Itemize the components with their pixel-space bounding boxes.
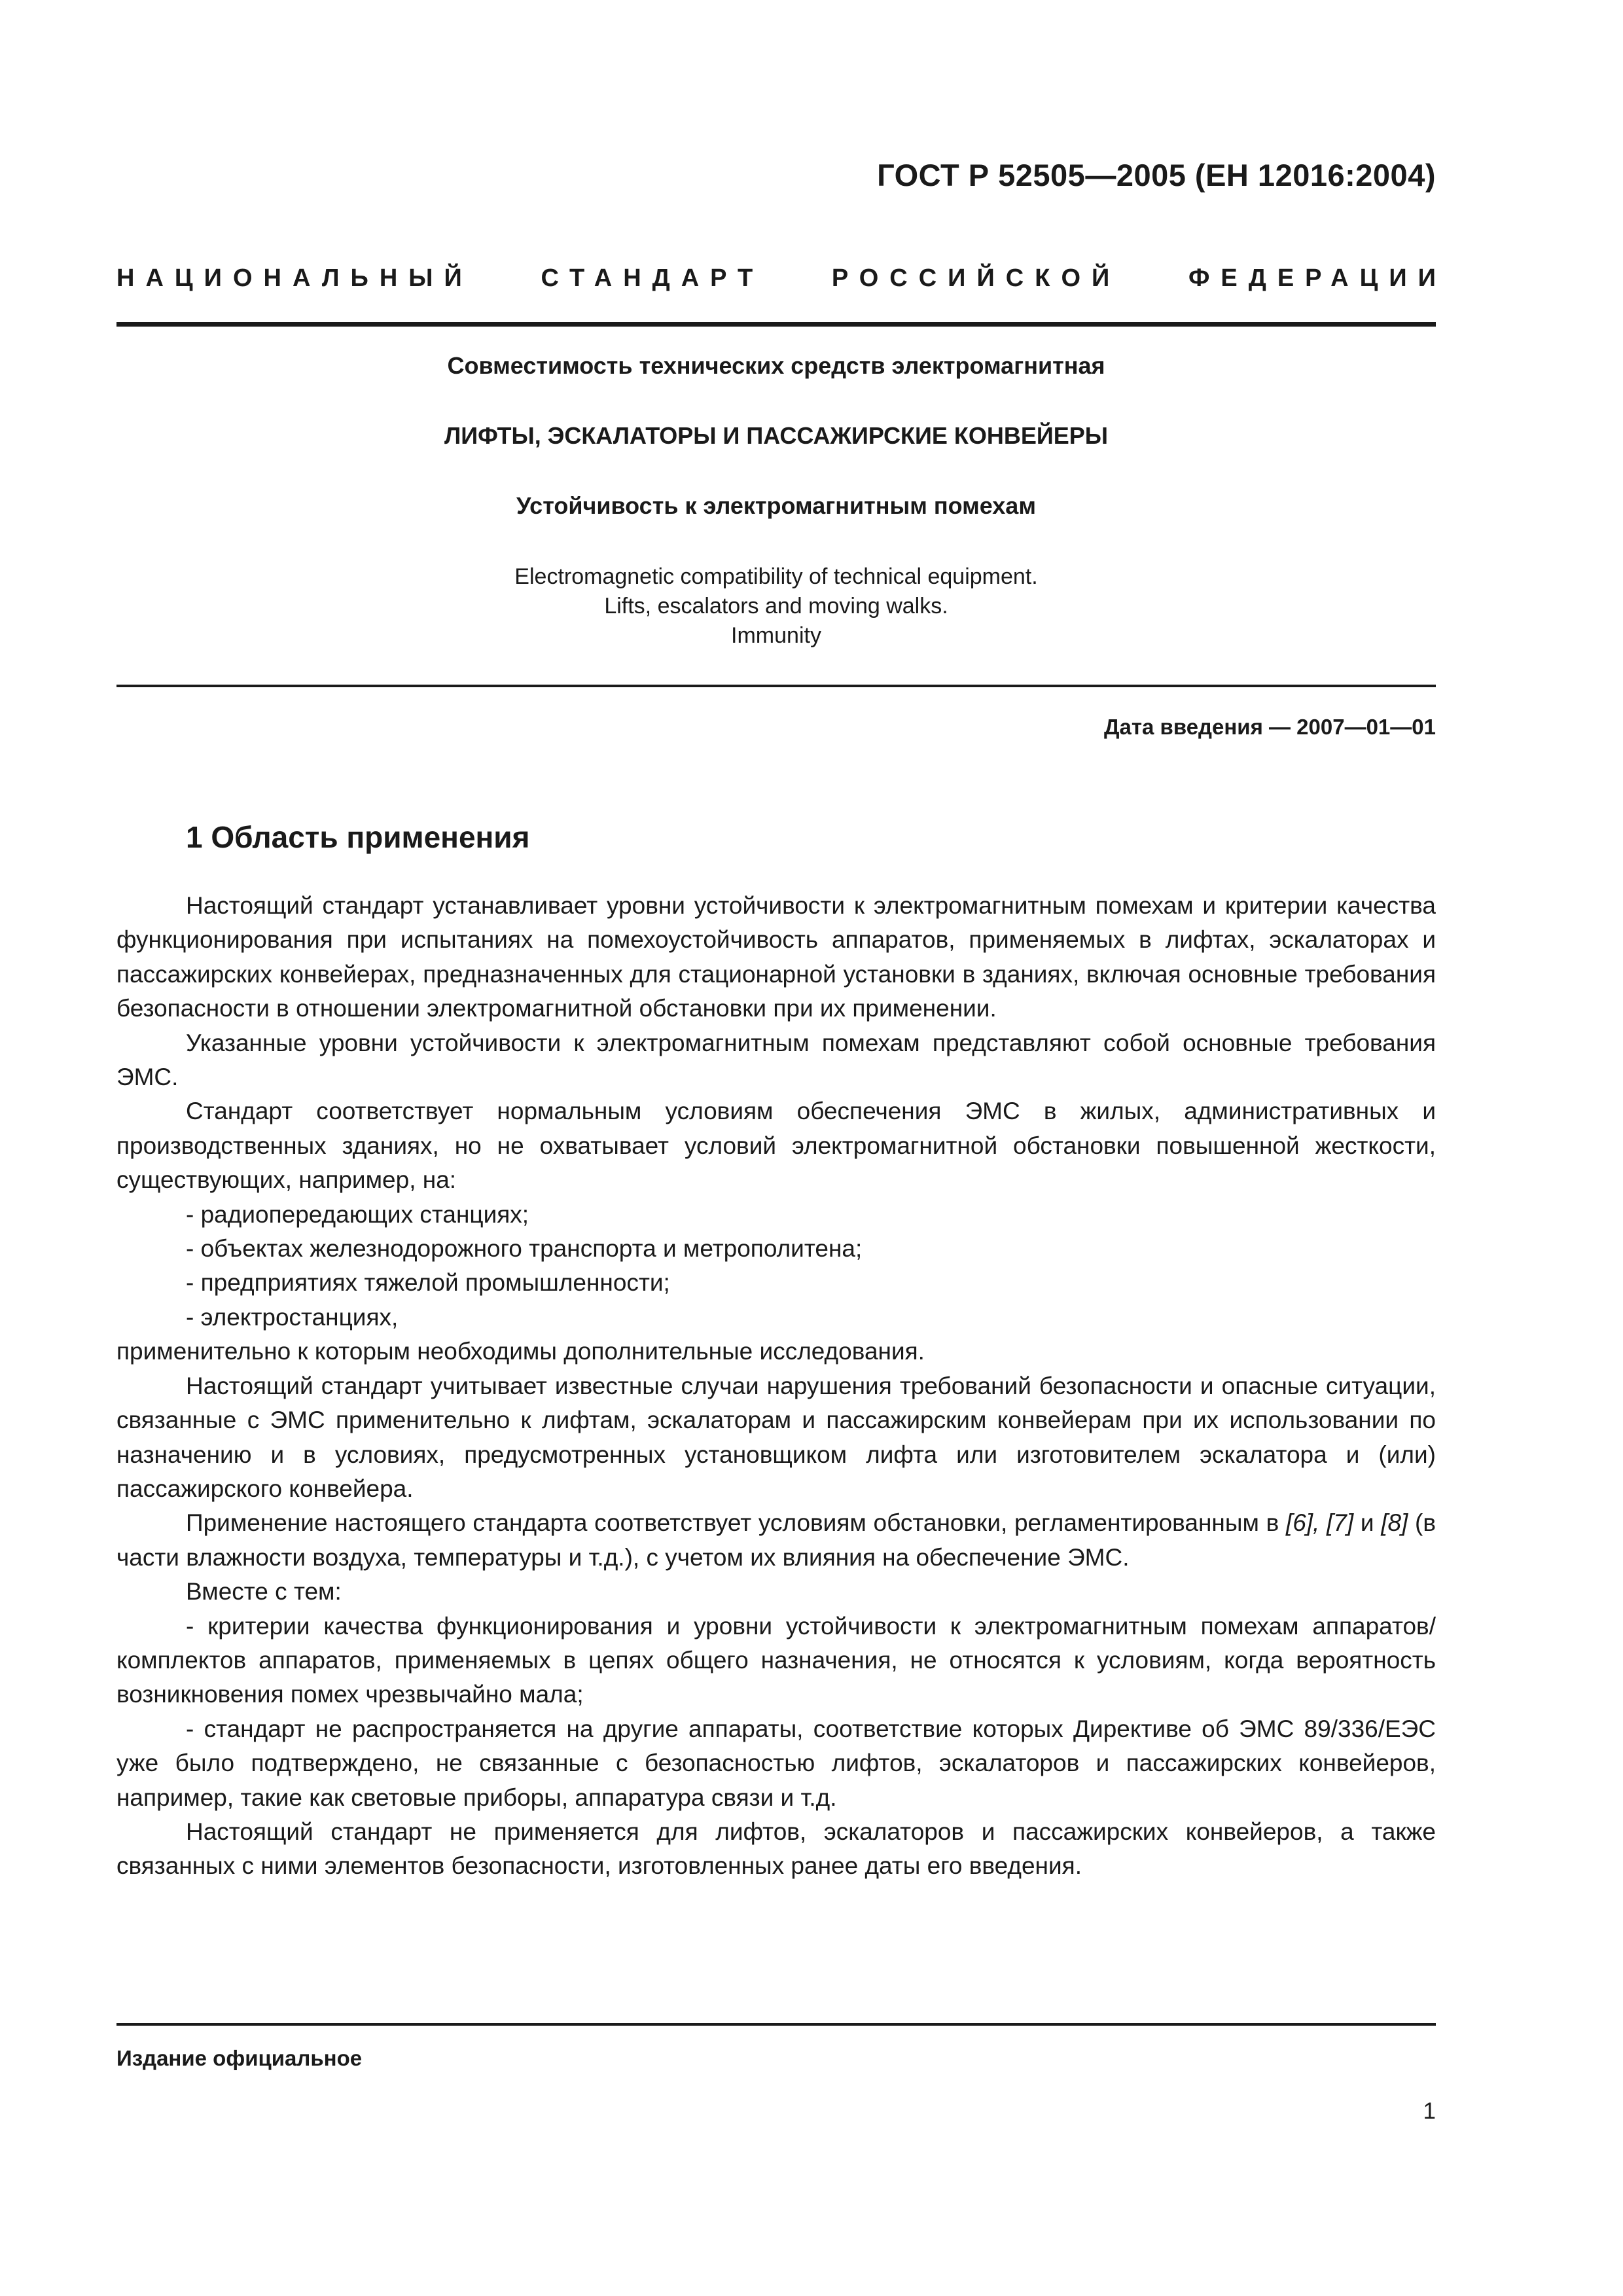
paragraph: Настоящий стандарт устанавливает уровни устойчивости к электромагнитным помехам и критерии качества функционирования при испытаниях на помехоустойчивость аппаратов, применяемых в лифтах, эскалаторах и пассажирских конвейерах, предназначенных для стационарной установки в зданиях, включая основные требования безопасности в отношении электромагнитной обстановки при их применении.	[116, 892, 1436, 1022]
reference-link: [8]	[1381, 1509, 1408, 1537]
footer-divider	[116, 2023, 1436, 2026]
paragraph	[116, 1506, 1436, 1575]
list-item: - объектах железнодорожного транспорта и метрополитена;	[186, 1235, 863, 1263]
national-title-word: РОССИЙСКОЙ	[831, 264, 1121, 292]
standard-designation: ГОСТ Р 52505—2005 (ЕН 12016:2004)	[877, 158, 1436, 192]
paragraph-text: (в части влажности воздуха, температуры и т.д.), с учетом их влияния на обеспечение ЭМС.	[116, 1509, 1436, 1571]
list-item: - предприятиях тяжелой промышленности;	[186, 1269, 670, 1297]
national-title-word: НАЦИОНАЛЬНЫЙ	[116, 264, 473, 292]
list-item: - электростанциях,	[186, 1303, 399, 1331]
title-line-3: Устойчивость к электромагнитным помехам	[516, 492, 1036, 519]
header-divider	[116, 322, 1436, 327]
title-line-2: ЛИФТЫ, ЭСКАЛАТОРЫ И ПАССАЖИРСКИЕ КОНВЕЙЕРЫ	[444, 422, 1109, 449]
national-standard-title	[116, 264, 1447, 293]
introduction-date: Дата введения — 2007—01—01	[1104, 715, 1436, 739]
list-item: - критерии качества функционирования и уровни устойчивости к электромагнитным помехам аппаратов/комплектов аппаратов, применяемых в цепях общего назначения, не относятся к условиям, когда вероятность возникновения помех чрезвычайно мала;	[116, 1612, 1436, 1708]
paragraph: применительно к которым необходимы дополнительные исследования.	[116, 1338, 925, 1365]
paragraph-text: и	[1353, 1509, 1382, 1537]
paragraph: Стандарт соответствует нормальным условиям обеспечения ЭМС в жилых, административных и производственных зданиях, но не охватывает условий электромагнитной обстановки повышенной жесткости, существующих, например, на:	[116, 1098, 1436, 1194]
paragraph: Настоящий стандарт не применяется для лифтов, эскалаторов и пассажирских конвейеров, а также связанных с ними элементов безопасности, изготовленных ранее даты его введения.	[116, 1818, 1436, 1880]
national-title-word: ФЕДЕРАЦИИ	[1188, 264, 1447, 292]
english-title-line-3: Immunity	[731, 623, 821, 648]
english-title-line-2: Lifts, escalators and moving walks.	[604, 594, 948, 619]
section-heading: 1 Область применения	[186, 820, 530, 854]
paragraph: Вместе с тем:	[186, 1578, 342, 1605]
title-divider	[116, 685, 1436, 687]
list-item: - стандарт не распространяется на другие аппараты, соответствие которых Директиве об ЭМС 89/336/ЕЭС уже было подтверждено, не связанные с безопасностью лифтов, эскалаторов и пассажирских конвейеров, например, такие как световые приборы, аппаратура связи и т.д.	[116, 1715, 1436, 1811]
title-line-1: Совместимость технических средств электромагнитная	[447, 352, 1105, 379]
paragraph: Настоящий стандарт учитывает известные случаи нарушения требований безопасности и опасные ситуации, связанные с ЭМС применительно к лифтам, эскалаторам и пассажирским конвейерам при их использовании по назначению и в условиях, предусмотренных установщиком лифта или изготовителем эскалатора и (или) пассажирского конвейера.	[116, 1372, 1436, 1502]
english-title-line-1: Electromagnetic compatibility of technical equipment.	[514, 564, 1038, 589]
official-edition-label: Издание официальное	[116, 2046, 363, 2070]
paragraph: Указанные уровни устойчивости к электромагнитным помехам представляют собой основные требования ЭМС.	[116, 1029, 1436, 1091]
paragraph-text: Применение настоящего стандарта соответствует условиям обстановки, регламентированным в	[186, 1509, 1286, 1537]
reference-link: [6], [7]	[1285, 1509, 1354, 1537]
national-title-word: СТАНДАРТ	[541, 264, 764, 292]
page-number: 1	[1423, 2098, 1436, 2124]
list-item: - радиопередающих станциях;	[186, 1200, 529, 1228]
section-body	[116, 889, 1436, 1884]
